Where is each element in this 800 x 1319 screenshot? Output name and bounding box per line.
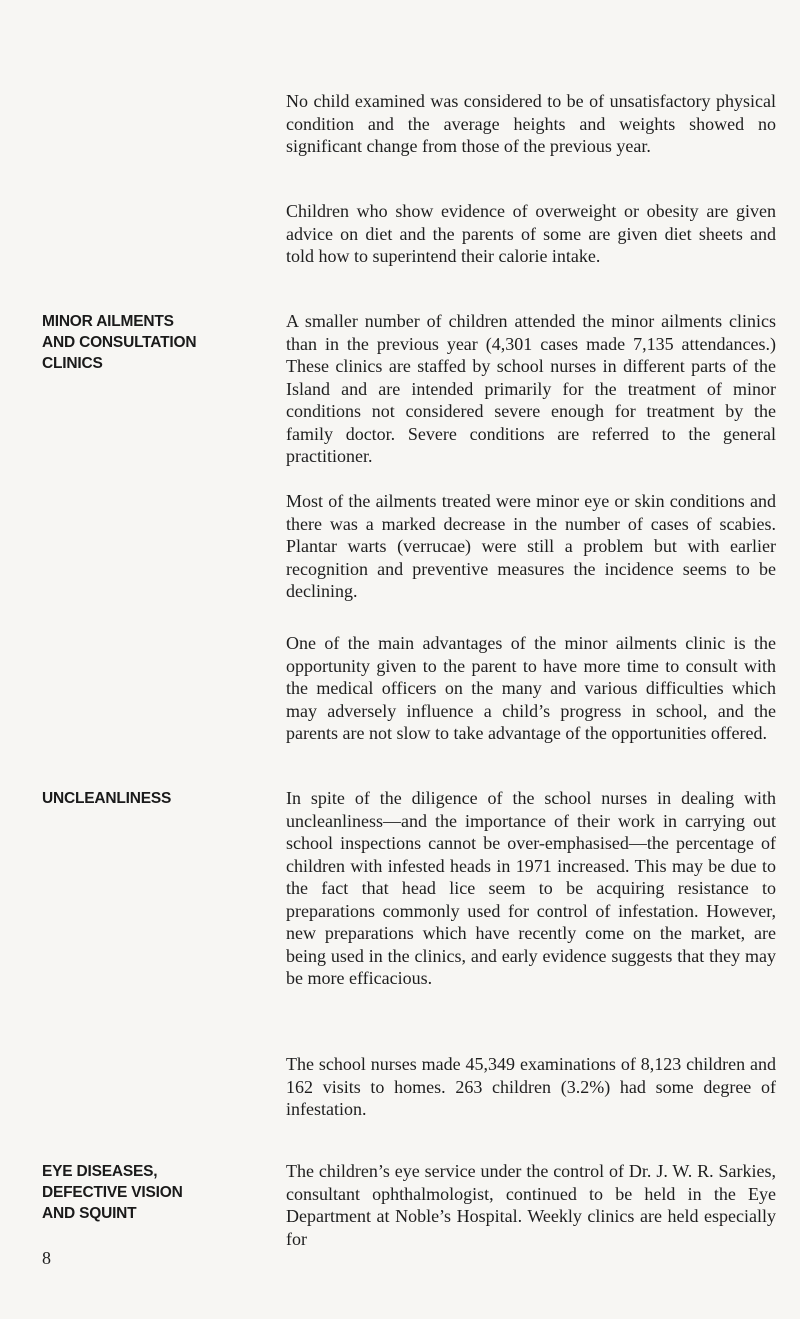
sidehead-minor-ailments xyxy=(42,311,196,374)
sidehead-uncleanliness xyxy=(42,788,171,809)
paragraph-minor-ailments-clinics: A smaller number of children attended the minor ailments clinics than in the previous year (4,301 cases made 7,135 attendances.) These clinics are staffed by school nurses in different parts of the Island and are intended primarily for the treatment of minor conditions not considered severe enough for treatment by the family doctor. Severe conditions are referred to the general practitioner. xyxy=(286,311,776,466)
sidehead-eye-diseases xyxy=(42,1161,183,1224)
paragraph-examinations: The school nurses made 45,349 examinations of 8,123 children and 162 visits to homes. 263 children (3.2%) had some degree of infestation. xyxy=(286,1054,776,1119)
paragraph-uncleanliness: In spite of the diligence of the school nurses in dealing with uncleanliness—and the importance of their work in carrying out school inspections cannot be over-emphasised—the percentage of children with infested heads in 1971 increased. This may be due to the fact that head lice seem to be acquiring resistance to preparations commonly used for control of infestation. However, new preparations which have recently come on the market, are being used in the clinics, and early evidence suggests that they may be more efficacious. xyxy=(286,788,776,988)
sidehead-line: AND SQUINT xyxy=(42,1205,137,1222)
paragraph-advantages: One of the main advantages of the minor ailments clinic is the opportunity given to the parent to have more time to consult with the medical officers on the many and various difficulties which may adversely influence a child’s progress in school, and the parents are not slow to take advantage of the opportunities offered. xyxy=(286,633,776,743)
page-number: 8 xyxy=(42,1248,51,1268)
paragraph-overweight: Children who show evidence of overweight or obesity are given advice on diet and the parents of some are given diet sheets and told how to superintend their calorie intake. xyxy=(286,201,776,266)
sidehead-line: AND CONSULTATION xyxy=(42,334,197,351)
paragraph-ailments-treated: Most of the ailments treated were minor eye or skin conditions and there was a marked decrease in the number of cases of scabies. Plantar warts (verrucae) were still a problem but with earlier recognition and preventive measures the incidence seems to be declining. xyxy=(286,491,776,601)
sidehead-line: DEFECTIVE VISION xyxy=(42,1184,183,1201)
sidehead-line: EYE DISEASES, xyxy=(42,1163,158,1180)
paragraph-physical-condition: No child examined was considered to be of unsatisfactory physical condition and the average heights and weights showed no significant change from those of the previous year. xyxy=(286,91,776,156)
sidehead-line: UNCLEANLINESS xyxy=(42,790,172,807)
sidehead-line: MINOR AILMENTS xyxy=(42,313,174,330)
paragraph-eye-service: The children’s eye service under the control of Dr. J. W. R. Sarkies, consultant ophthalmologist, continued to be held in the Eye Department at Noble’s Hospital. Weekly clinics are held especially for xyxy=(286,1161,776,1249)
sidehead-line: CLINICS xyxy=(42,355,103,372)
